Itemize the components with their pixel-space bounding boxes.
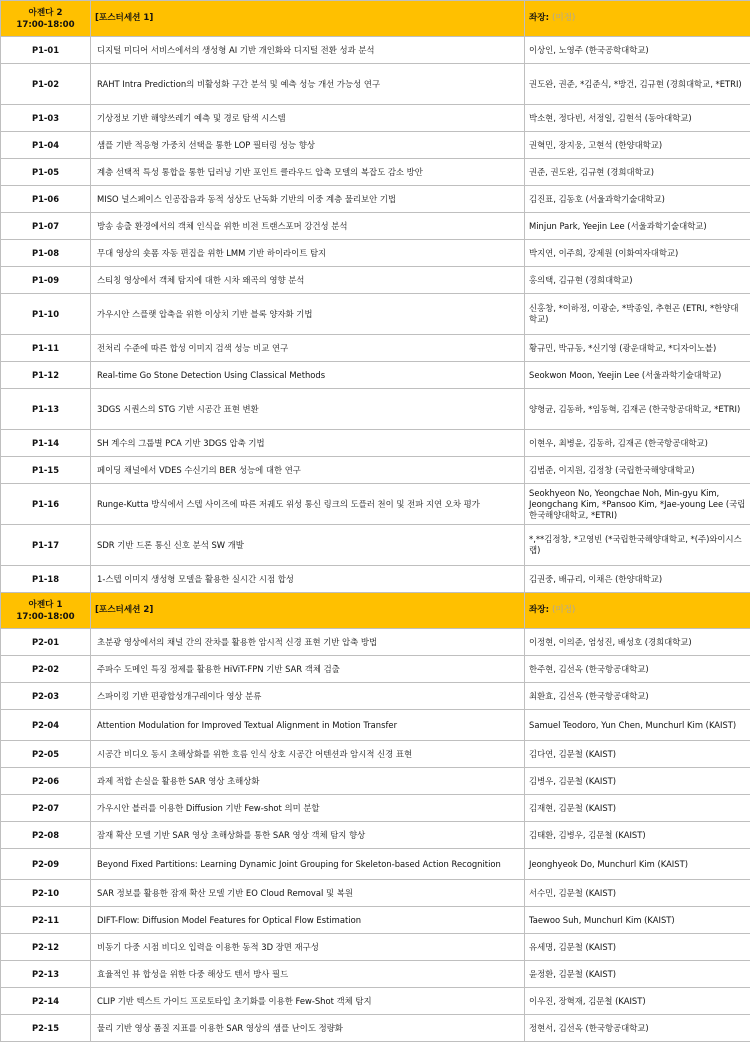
table-row (1, 988, 750, 1015)
poster-id: P1-09 (1, 267, 91, 294)
poster-title: 기상정보 기반 해양쓰레기 예측 및 경로 탐색 시스템 (91, 105, 525, 132)
poster-title: 무대 영상의 숏폼 자동 편집을 위한 LMM 기반 하이라이트 탐지 (91, 240, 525, 267)
session-time: 17:00-18:00 (16, 612, 74, 622)
poster-title: 시공간 비디오 동시 초해상화를 위한 흐름 인식 상호 시공간 어텐션과 암시적 신경 표현 (91, 741, 525, 768)
session-header (1, 593, 750, 629)
table-row (1, 159, 750, 186)
poster-authors: 김진표, 김동호 (서울과학기술대학교) (525, 186, 750, 213)
poster-title: 스티칭 영상에서 객체 탐지에 대한 시차 왜곡의 영향 분석 (91, 267, 525, 294)
table-row (1, 768, 750, 795)
poster-authors: 이현우, 최병윤, 김동하, 김재곤 (한국항공대학교) (525, 430, 750, 457)
session-time: 17:00-18:00 (16, 20, 74, 30)
poster-authors: 양형균, 김동하, *임동혁, 김재곤 (한국항공대학교, *ETRI) (525, 389, 750, 430)
poster-title: Runge-Kutta 방식에서 스텝 사이즈에 따른 저궤도 위성 통신 링크의 도플러 천이 및 전파 지연 오차 평가 (91, 484, 525, 525)
poster-authors: 신홍창, *이하정, 이광순, *박종일, 추현곤 (ETRI, *한양대학교) (525, 294, 750, 335)
poster-authors: 이우진, 장혁재, 김문철 (KAIST) (525, 988, 750, 1015)
poster-id: P2-11 (1, 907, 91, 934)
poster-authors: 정현서, 김선옥 (한국항공대학교) (525, 1015, 750, 1042)
table-row (1, 362, 750, 389)
poster-title: 초분광 영상에서의 채널 간의 잔차를 활용한 암시적 신경 표현 기반 압축 방법 (91, 629, 525, 656)
poster-id: P1-06 (1, 186, 91, 213)
poster-title: 잠재 확산 모델 기반 SAR 영상 초해상화를 통한 SAR 영상 객체 탐지 향상 (91, 822, 525, 849)
table-row (1, 934, 750, 961)
poster-id: P2-13 (1, 961, 91, 988)
poster-title: 1-스텝 이미지 생성형 모델을 활용한 실시간 시점 합성 (91, 566, 525, 593)
poster-authors: 최환효, 김선옥 (한국항공대학교) (525, 683, 750, 710)
poster-title: Beyond Fixed Partitions: Learning Dynamic Joint Grouping for Skeleton-based Action Recognition (91, 849, 525, 880)
poster-title: Real-time Go Stone Detection Using Classical Methods (91, 362, 525, 389)
poster-id: P2-02 (1, 656, 91, 683)
poster-title: 주파수 도메인 특징 정제를 활용한 HiViT-FPN 기반 SAR 객체 검출 (91, 656, 525, 683)
poster-id: P2-10 (1, 880, 91, 907)
poster-authors: 김권중, 배규리, 이채은 (한양대학교) (525, 566, 750, 593)
poster-id: P1-03 (1, 105, 91, 132)
poster-authors: Seokwon Moon, Yeejin Lee (서울과학기술대학교) (525, 362, 750, 389)
poster-id: P1-18 (1, 566, 91, 593)
session-title: [포스터세션 1] (91, 1, 525, 37)
table-row (1, 213, 750, 240)
table-row (1, 795, 750, 822)
poster-title: 물리 기반 영상 품질 지표를 이용한 SAR 영상의 샘플 난이도 정량화 (91, 1015, 525, 1042)
table-row (1, 430, 750, 457)
chair-value: (미정) (552, 605, 575, 615)
poster-id: P1-01 (1, 37, 91, 64)
poster-id: P2-15 (1, 1015, 91, 1042)
table-row (1, 457, 750, 484)
poster-authors: 김재현, 김문철 (KAIST) (525, 795, 750, 822)
table-row (1, 267, 750, 294)
poster-authors: Minjun Park, Yeejin Lee (서울과학기술대학교) (525, 213, 750, 240)
poster-id: P1-11 (1, 335, 91, 362)
table-row (1, 907, 750, 934)
poster-title: SAR 정보를 활용한 잠재 확산 모델 기반 EO Cloud Removal 및 복원 (91, 880, 525, 907)
poster-id: P1-17 (1, 525, 91, 566)
table-row (1, 484, 750, 525)
poster-authors: Seokhyeon No, Yeongchae Noh, Min-gyu Kim, Jeongchang Kim, *Pansoo Kim, *Jae-young Lee (국립한국해양대학교, *ETRI) (525, 484, 750, 525)
poster-title: 샘플 기반 적응형 가중치 선택을 통한 LOP 필터링 성능 향상 (91, 132, 525, 159)
table-row (1, 132, 750, 159)
table-row (1, 741, 750, 768)
poster-id: P1-13 (1, 389, 91, 430)
table-row (1, 186, 750, 213)
poster-authors: 유세명, 김문철 (KAIST) (525, 934, 750, 961)
poster-authors: 서수민, 김문철 (KAIST) (525, 880, 750, 907)
poster-title: RAHT Intra Prediction의 비활성화 구간 분석 및 예측 성능 개선 가능성 연구 (91, 64, 525, 105)
poster-authors: 이정현, 이의준, 엄성진, 배성호 (경희대학교) (525, 629, 750, 656)
agenda-label: 아젠다 2 (29, 8, 63, 18)
poster-id: P2-08 (1, 822, 91, 849)
poster-title: Attention Modulation for Improved Textual Alignment in Motion Transfer (91, 710, 525, 741)
chair-label: 좌장: (529, 13, 549, 23)
poster-title: 페이딩 채널에서 VDES 수신기의 BER 성능에 대한 연구 (91, 457, 525, 484)
poster-id: P2-01 (1, 629, 91, 656)
table-row (1, 525, 750, 566)
poster-id: P2-09 (1, 849, 91, 880)
table-row (1, 710, 750, 741)
poster-title: 디지털 미디어 서비스에서의 생성형 AI 기반 개인화와 디지털 전환 성과 분석 (91, 37, 525, 64)
poster-title: 과제 적합 손실을 활용한 SAR 영상 초해상화 (91, 768, 525, 795)
session-agenda-time (1, 1, 91, 37)
poster-title: 가우시안 블러를 이용한 Diffusion 기반 Few-shot 의미 분할 (91, 795, 525, 822)
session-chair (525, 1, 750, 37)
poster-authors: 김다연, 김문철 (KAIST) (525, 741, 750, 768)
poster-authors: 박소현, 정다빈, 서정일, 김현석 (동아대학교) (525, 105, 750, 132)
table-row (1, 683, 750, 710)
poster-id: P1-16 (1, 484, 91, 525)
poster-id: P2-14 (1, 988, 91, 1015)
poster-authors: 박지연, 이주희, 강제원 (이화여자대학교) (525, 240, 750, 267)
poster-authors: *,**김정창, *고영빈 (*국립한국해양대학교, *(주)와이시스랩) (525, 525, 750, 566)
poster-title: SDR 기반 드론 통신 신호 분석 SW 개발 (91, 525, 525, 566)
poster-title: 3DGS 시퀀스의 STG 기반 시공간 표현 변환 (91, 389, 525, 430)
poster-title: 스파이킹 기반 편광합성개구레이다 영상 분류 (91, 683, 525, 710)
poster-authors: 윤정환, 김문철 (KAIST) (525, 961, 750, 988)
poster-id: P2-06 (1, 768, 91, 795)
chair-value: (미정) (552, 13, 575, 23)
poster-id: P2-03 (1, 683, 91, 710)
poster-title: SH 계수의 그룹별 PCA 기반 3DGS 압축 기법 (91, 430, 525, 457)
table-row (1, 240, 750, 267)
poster-authors: 이상인, 노영주 (한국공학대학교) (525, 37, 750, 64)
poster-id: P1-07 (1, 213, 91, 240)
poster-authors: Samuel Teodoro, Yun Chen, Munchurl Kim (KAIST) (525, 710, 750, 741)
poster-title: DIFT-Flow: Diffusion Model Features for Optical Flow Estimation (91, 907, 525, 934)
poster-authors: 김범준, 이지원, 김정창 (국립한국해양대학교) (525, 457, 750, 484)
poster-id: P1-05 (1, 159, 91, 186)
table-row (1, 335, 750, 362)
table-row (1, 849, 750, 880)
table-row (1, 37, 750, 64)
poster-title: MISO 널스페이스 인공잡음과 동적 성상도 난독화 기반의 이중 계층 물리보안 기법 (91, 186, 525, 213)
poster-authors: 홍의택, 김규현 (경희대학교) (525, 267, 750, 294)
session-chair (525, 593, 750, 629)
chair-label: 좌장: (529, 605, 549, 615)
session-title: [포스터세션 2] (91, 593, 525, 629)
poster-id: P1-08 (1, 240, 91, 267)
poster-authors: 김태환, 김병우, 김문철 (KAIST) (525, 822, 750, 849)
agenda-label: 아젠다 1 (29, 600, 63, 610)
session-header (1, 1, 750, 37)
poster-authors: 권준, 권도완, 김규현 (경희대학교) (525, 159, 750, 186)
table-row (1, 566, 750, 593)
poster-title: 전처리 수준에 따른 합성 이미지 검색 성능 비교 연구 (91, 335, 525, 362)
poster-authors: Jeonghyeok Do, Munchurl Kim (KAIST) (525, 849, 750, 880)
poster-authors: 황규민, 박규동, *신기영 (광운대학교, *디자이노블) (525, 335, 750, 362)
poster-id: P2-05 (1, 741, 91, 768)
poster-title: 효율적인 뷰 합성을 위한 다중 해상도 텐서 방사 필드 (91, 961, 525, 988)
poster-authors: Taewoo Suh, Munchurl Kim (KAIST) (525, 907, 750, 934)
poster-title: 가우시안 스플랫 압축을 위한 이상치 기반 블록 양자화 기법 (91, 294, 525, 335)
poster-id: P1-02 (1, 64, 91, 105)
poster-authors: 권도완, 권준, *김준식, *방건, 김규현 (경희대학교, *ETRI) (525, 64, 750, 105)
poster-id: P1-12 (1, 362, 91, 389)
poster-title: 비동기 다중 시점 비디오 입력을 이용한 동적 3D 장면 재구성 (91, 934, 525, 961)
table-row (1, 880, 750, 907)
poster-authors: 권혁민, 장지웅, 고현석 (한양대학교) (525, 132, 750, 159)
poster-id: P1-14 (1, 430, 91, 457)
table-row (1, 1015, 750, 1042)
table-row (1, 656, 750, 683)
table-row (1, 105, 750, 132)
table-row (1, 389, 750, 430)
table-row (1, 294, 750, 335)
poster-id: P2-07 (1, 795, 91, 822)
poster-id: P2-12 (1, 934, 91, 961)
table-row (1, 822, 750, 849)
poster-authors: 한주현, 김선옥 (한국항공대학교) (525, 656, 750, 683)
poster-title: 계층 선택적 특성 통합을 통한 딥러닝 기반 포인트 클라우드 압축 모델의 복잡도 감소 방안 (91, 159, 525, 186)
poster-title: CLIP 기반 텍스트 가이드 프로토타입 초기화를 이용한 Few-Shot 객체 탐지 (91, 988, 525, 1015)
poster-authors: 김병우, 김문철 (KAIST) (525, 768, 750, 795)
poster-id: P1-10 (1, 294, 91, 335)
poster-id: P1-04 (1, 132, 91, 159)
session-agenda-time (1, 593, 91, 629)
poster-id: P1-15 (1, 457, 91, 484)
table-row (1, 64, 750, 105)
poster-id: P2-04 (1, 710, 91, 741)
poster-title: 방송 송출 환경에서의 객체 인식을 위한 비전 트랜스포머 강건성 분석 (91, 213, 525, 240)
table-row (1, 629, 750, 656)
